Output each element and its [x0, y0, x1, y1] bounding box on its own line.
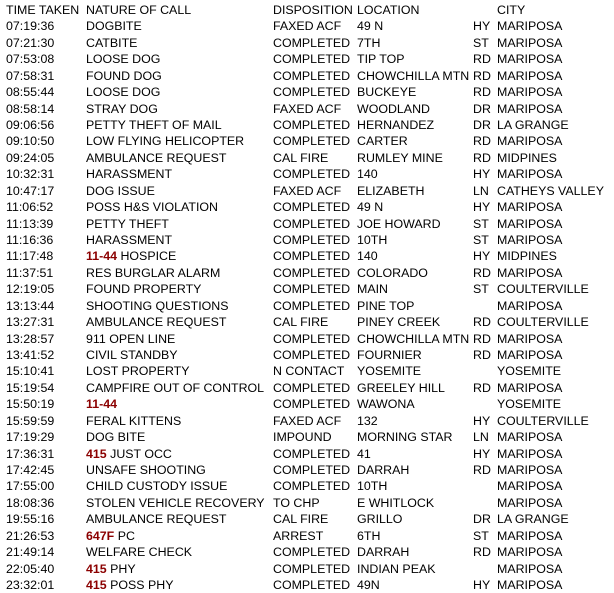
- cell-city: MARIPOSA: [497, 479, 563, 494]
- cell-time: 07:19:36: [6, 19, 55, 34]
- cell-location: 10TH: [357, 232, 388, 247]
- header-city: CITY: [497, 3, 526, 17]
- cell-nature: [86, 561, 136, 577]
- call-code: 647F: [86, 528, 115, 543]
- cell-street-suffix: ST: [473, 282, 489, 297]
- call-nature: CAMPFIRE OUT OF CONTROL: [86, 380, 265, 395]
- table-row: [0, 35, 614, 51]
- cell-city: MARIPOSA: [497, 528, 563, 543]
- cell-city: LA GRANGE: [497, 512, 569, 527]
- table-row: [0, 199, 614, 215]
- call-nature: AMBULANCE REQUEST: [86, 150, 227, 165]
- cell-time: 10:32:31: [6, 167, 55, 182]
- cell-location: 10TH: [357, 479, 388, 494]
- cell-nature: [86, 413, 181, 429]
- call-nature: DOGBITE: [86, 19, 142, 34]
- cell-city: MARIPOSA: [497, 68, 563, 83]
- cell-location: CHOWCHILLA MTN: [357, 68, 470, 83]
- cell-city: MARIPOSA: [497, 298, 563, 313]
- cell-street-suffix: HY: [473, 167, 491, 182]
- cell-time: 17:36:31: [6, 446, 55, 461]
- header-time: TIME TAKEN: [6, 3, 80, 17]
- cell-city: MARIPOSA: [497, 463, 563, 477]
- table-row: [0, 429, 614, 445]
- cell-disposition: FAXED ACF: [273, 101, 342, 116]
- cell-nature: [86, 68, 162, 84]
- table-row: [0, 331, 614, 347]
- cell-location: COLORADO: [357, 265, 428, 280]
- cell-location: BUCKEYE: [357, 85, 417, 100]
- cell-street-suffix: ST: [473, 528, 489, 543]
- cell-street-suffix: RD: [473, 150, 491, 165]
- cell-time: 15:10:41: [6, 364, 55, 379]
- cell-disposition: COMPLETED: [273, 68, 351, 83]
- cell-disposition: COMPLETED: [273, 52, 351, 67]
- call-nature: STRAY DOG: [86, 101, 158, 116]
- cell-street-suffix: RD: [473, 315, 491, 330]
- cell-street-suffix: DR: [473, 101, 491, 116]
- cell-street-suffix: HY: [473, 578, 491, 593]
- cell-location: JOE HOWARD: [357, 216, 441, 231]
- cell-disposition: FAXED ACF: [273, 19, 342, 34]
- cell-city: MARIPOSA: [497, 561, 563, 576]
- cell-nature: [86, 528, 135, 544]
- cell-street-suffix: RD: [473, 265, 491, 280]
- cell-disposition: FAXED ACF: [273, 183, 342, 198]
- cell-nature: [86, 133, 244, 149]
- cell-disposition: COMPLETED: [273, 561, 351, 576]
- cell-disposition: COMPLETED: [273, 167, 351, 182]
- cell-nature: [86, 462, 206, 478]
- cell-time: 08:55:44: [6, 85, 55, 100]
- cell-time: 13:27:31: [6, 315, 55, 330]
- cell-location: 49 N: [357, 200, 384, 215]
- cell-city: YOSEMITE: [497, 397, 562, 412]
- table-row: [0, 577, 614, 593]
- cell-city: MARIPOSA: [497, 545, 563, 560]
- cell-nature: [86, 281, 201, 297]
- cell-nature: [86, 314, 226, 330]
- cell-city: COULTERVILLE: [497, 413, 589, 428]
- cell-location: 49 N: [357, 19, 384, 34]
- cell-time: 07:21:30: [6, 35, 55, 50]
- call-code: 415: [86, 578, 107, 593]
- cell-street-suffix: ST: [473, 216, 489, 231]
- cell-location: CARTER: [357, 134, 408, 149]
- table-row: [0, 363, 614, 379]
- cell-location: CHOWCHILLA MTN: [357, 331, 470, 346]
- call-nature: PETTY THEFT OF MAIL: [86, 117, 222, 132]
- cell-disposition: COMPLETED: [273, 331, 351, 346]
- call-nature: STOLEN VEHICLE RECOVERY: [86, 495, 265, 510]
- table-row: [0, 150, 614, 166]
- call-nature: CIVIL STANDBY: [86, 348, 178, 362]
- cell-time: 11:37:51: [6, 265, 54, 280]
- table-row: [0, 495, 614, 511]
- cell-nature: [86, 150, 226, 166]
- call-nature: FERAL KITTENS: [86, 413, 182, 428]
- cell-time: 13:13:44: [6, 298, 55, 313]
- cell-city: MIDPINES: [497, 249, 557, 264]
- call-nature: FOUND PROPERTY: [86, 282, 202, 297]
- cell-street-suffix: RD: [473, 348, 491, 362]
- cell-location: DARRAH: [357, 463, 410, 477]
- cell-disposition: COMPLETED: [273, 249, 351, 264]
- table-row: [0, 68, 614, 84]
- cell-time: 21:26:53: [6, 528, 55, 543]
- cell-time: 08:58:14: [6, 101, 55, 116]
- cell-disposition: COMPLETED: [273, 348, 351, 362]
- cell-city: COULTERVILLE: [497, 282, 589, 297]
- cell-nature: [86, 18, 142, 34]
- cell-disposition: COMPLETED: [273, 463, 351, 477]
- table-row: [0, 544, 614, 560]
- table-row: [0, 183, 614, 199]
- table-row: [0, 298, 614, 314]
- cell-disposition: TO CHP: [273, 495, 320, 510]
- cell-disposition: COMPLETED: [273, 282, 351, 297]
- cell-disposition: COMPLETED: [273, 545, 351, 560]
- cell-city: MARIPOSA: [497, 578, 563, 593]
- cell-location: 7TH: [357, 35, 381, 50]
- cell-disposition: COMPLETED: [273, 380, 351, 395]
- cell-location: 140: [357, 167, 378, 182]
- cell-street-suffix: RD: [473, 545, 491, 560]
- header-location: LOCATION: [357, 3, 420, 17]
- cell-nature: [86, 199, 218, 215]
- cell-nature: [86, 265, 220, 281]
- cell-city: MARIPOSA: [497, 167, 563, 182]
- cell-time: 07:53:08: [6, 52, 55, 67]
- cell-time: 09:06:56: [6, 117, 55, 132]
- call-log-header: [0, 2, 614, 18]
- cell-disposition: CAL FIRE: [273, 315, 329, 330]
- call-nature: CHILD CUSTODY ISSUE: [86, 479, 228, 494]
- cell-street-suffix: HY: [473, 413, 491, 428]
- call-nature: AMBULANCE REQUEST: [86, 512, 227, 527]
- cell-location: TIP TOP: [357, 52, 405, 67]
- call-nature: LOW FLYING HELICOPTER: [86, 134, 245, 149]
- table-row: [0, 101, 614, 117]
- cell-street-suffix: RD: [473, 134, 491, 149]
- cell-street-suffix: ST: [473, 35, 489, 50]
- table-row: [0, 117, 614, 133]
- cell-location: PINEY CREEK: [357, 315, 441, 330]
- call-nature: PHY: [110, 561, 136, 576]
- call-nature: SHOOTING QUESTIONS: [86, 298, 229, 313]
- cell-nature: [86, 183, 155, 199]
- table-row: [0, 478, 614, 494]
- cell-city: YOSEMITE: [497, 364, 562, 379]
- cell-street-suffix: HY: [473, 446, 491, 461]
- table-row: [0, 347, 614, 363]
- cell-street-suffix: RD: [473, 68, 491, 83]
- cell-disposition: COMPLETED: [273, 232, 351, 247]
- cell-nature: [86, 232, 172, 248]
- cell-location: RUMLEY MINE: [357, 150, 443, 165]
- call-nature: CATBITE: [86, 35, 138, 50]
- cell-street-suffix: RD: [473, 380, 491, 395]
- cell-time: 09:10:50: [6, 134, 55, 149]
- cell-city: MARIPOSA: [497, 101, 563, 116]
- cell-disposition: CAL FIRE: [273, 150, 329, 165]
- call-nature: LOOSE DOG: [86, 52, 161, 67]
- cell-nature: [86, 101, 158, 117]
- cell-location: 41: [357, 446, 371, 461]
- cell-street-suffix: RD: [473, 463, 491, 477]
- table-row: [0, 561, 614, 577]
- cell-city: MARIPOSA: [497, 85, 563, 100]
- cell-location: ELIZABETH: [357, 183, 425, 198]
- cell-city: MIDPINES: [497, 150, 557, 165]
- call-code: 11-44: [86, 397, 118, 412]
- call-nature: DOG ISSUE: [86, 183, 155, 198]
- call-nature: HARASSMENT: [86, 167, 173, 182]
- cell-location: GREELEY HILL: [357, 380, 445, 395]
- cell-disposition: COMPLETED: [273, 298, 351, 313]
- call-nature: PETTY THEFT: [86, 216, 169, 231]
- cell-nature: [86, 380, 264, 396]
- cell-location: E WHITLOCK: [357, 495, 435, 510]
- table-row: [0, 380, 614, 396]
- cell-city: MARIPOSA: [497, 19, 563, 34]
- cell-nature: [86, 35, 137, 51]
- cell-street-suffix: LN: [473, 430, 489, 445]
- table-row: [0, 216, 614, 232]
- cell-time: 15:19:54: [6, 380, 55, 395]
- cell-disposition: COMPLETED: [273, 85, 351, 100]
- cell-city: MARIPOSA: [497, 216, 563, 231]
- cell-disposition: COMPLETED: [273, 35, 351, 50]
- call-nature: AMBULANCE REQUEST: [86, 315, 227, 330]
- cell-time: 11:06:52: [6, 200, 54, 215]
- call-nature: UNSAFE SHOOTING: [86, 463, 206, 477]
- header-nature: NATURE OF CALL: [86, 3, 192, 17]
- call-nature: FOUND DOG: [86, 68, 162, 83]
- cell-street-suffix: DR: [473, 117, 491, 132]
- cell-disposition: COMPLETED: [273, 479, 351, 494]
- cell-street-suffix: HY: [473, 19, 491, 34]
- call-nature: LOST PROPERTY: [86, 364, 190, 379]
- cell-street-suffix: HY: [473, 200, 491, 215]
- table-row: [0, 396, 614, 412]
- call-nature: POSS PHY: [110, 578, 174, 593]
- table-row: [0, 18, 614, 34]
- cell-street-suffix: RD: [473, 85, 491, 100]
- table-row: [0, 314, 614, 330]
- cell-time: 11:13:39: [6, 216, 54, 231]
- cell-location: 49N: [357, 578, 380, 593]
- cell-city: MARIPOSA: [497, 200, 563, 215]
- table-row: [0, 133, 614, 149]
- cell-city: MARIPOSA: [497, 495, 563, 510]
- cell-nature: [86, 248, 176, 264]
- table-row: [0, 511, 614, 527]
- cell-time: 19:55:16: [6, 512, 55, 527]
- cell-time: 13:28:57: [6, 331, 55, 346]
- cell-city: MARIPOSA: [497, 35, 563, 50]
- cell-street-suffix: DR: [473, 512, 491, 527]
- cell-nature: [86, 51, 160, 67]
- table-row: [0, 528, 614, 544]
- cell-nature: [86, 363, 190, 379]
- cell-time: 15:59:59: [6, 413, 55, 428]
- cell-street-suffix: RD: [473, 52, 491, 67]
- cell-disposition: COMPLETED: [273, 200, 351, 215]
- cell-location: WAWONA: [357, 397, 415, 412]
- table-row: [0, 232, 614, 248]
- cell-city: MARIPOSA: [497, 446, 563, 461]
- call-nature: RES BURGLAR ALARM: [86, 265, 221, 280]
- cell-disposition: COMPLETED: [273, 397, 351, 412]
- cell-location: GRILLO: [357, 512, 403, 527]
- cell-disposition: ARREST: [273, 528, 324, 543]
- cell-disposition: N CONTACT: [273, 364, 345, 379]
- table-row: [0, 166, 614, 182]
- cell-city: MARIPOSA: [497, 430, 563, 445]
- call-nature: DOG BITE: [86, 430, 146, 445]
- cell-nature: [86, 478, 227, 494]
- call-code: 415: [86, 561, 107, 576]
- table-row: [0, 51, 614, 67]
- cell-street-suffix: HY: [473, 249, 491, 264]
- cell-nature: [86, 511, 226, 527]
- cell-city: MARIPOSA: [497, 232, 563, 247]
- cell-location: 140: [357, 249, 378, 264]
- cell-nature: [86, 216, 169, 232]
- cell-disposition: COMPLETED: [273, 117, 351, 132]
- cell-disposition: CAL FIRE: [273, 512, 329, 527]
- cell-nature: [86, 577, 174, 593]
- cell-time: 23:32:01: [6, 578, 55, 593]
- cell-city: MARIPOSA: [497, 348, 563, 362]
- cell-city: MARIPOSA: [497, 265, 563, 280]
- cell-location: PINE TOP: [357, 298, 415, 313]
- cell-time: 13:41:52: [6, 348, 55, 362]
- cell-disposition: FAXED ACF: [273, 413, 342, 428]
- cell-time: 11:17:48: [6, 249, 54, 264]
- call-nature: POSS H&S VIOLATION: [86, 200, 218, 215]
- table-row: [0, 413, 614, 429]
- cell-disposition: COMPLETED: [273, 216, 351, 231]
- header-disposition: DISPOSITION: [273, 3, 353, 17]
- cell-location: FOURNIER: [357, 348, 422, 362]
- cell-location: MAIN: [357, 282, 388, 297]
- cell-time: 07:58:31: [6, 68, 55, 83]
- cell-disposition: COMPLETED: [273, 446, 351, 461]
- cell-nature: [86, 166, 172, 182]
- cell-city: COULTERVILLE: [497, 315, 589, 330]
- cell-location: MORNING STAR: [357, 430, 453, 445]
- cell-location: YOSEMITE: [357, 364, 422, 379]
- cell-time: 17:42:45: [6, 463, 55, 477]
- cell-nature: [86, 84, 160, 100]
- cell-nature: [86, 298, 229, 314]
- cell-city: MARIPOSA: [497, 331, 563, 346]
- cell-time: 17:19:29: [6, 430, 55, 445]
- cell-street-suffix: ST: [473, 232, 489, 247]
- call-nature: HARASSMENT: [86, 232, 173, 247]
- cell-nature: [86, 544, 192, 560]
- cell-location: 6TH: [357, 528, 381, 543]
- cell-nature: [86, 446, 172, 462]
- cell-street-suffix: RD: [473, 331, 491, 346]
- cell-nature: [86, 347, 178, 363]
- cell-nature: [86, 331, 175, 347]
- table-row: [0, 265, 614, 281]
- call-code: 415: [86, 446, 107, 461]
- cell-disposition: COMPLETED: [273, 134, 351, 149]
- call-nature: WELFARE CHECK: [86, 545, 193, 560]
- cell-location: HERNANDEZ: [357, 117, 435, 132]
- cell-time: 12:19:05: [6, 282, 55, 297]
- cell-city: MARIPOSA: [497, 380, 563, 395]
- cell-city: CATHEYS VALLEY: [497, 183, 604, 198]
- call-nature: PC: [117, 528, 135, 543]
- cell-disposition: COMPLETED: [273, 578, 351, 593]
- table-row: [0, 281, 614, 297]
- table-row: [0, 446, 614, 462]
- cell-disposition: COMPLETED: [273, 265, 351, 280]
- cell-city: MARIPOSA: [497, 52, 563, 67]
- cell-location: DARRAH: [357, 545, 410, 560]
- call-code: 11-44: [86, 249, 118, 264]
- cell-nature: [86, 429, 145, 445]
- cell-time: 22:05:40: [6, 561, 55, 576]
- call-nature: JUST OCC: [110, 446, 172, 461]
- table-row: [0, 462, 614, 478]
- cell-location: WOODLAND: [357, 101, 430, 116]
- cell-nature: [86, 117, 222, 133]
- cell-nature: [86, 396, 117, 412]
- cell-time: 21:49:14: [6, 545, 55, 560]
- cell-nature: [86, 495, 265, 511]
- cell-time: 15:50:19: [6, 397, 55, 412]
- cell-location: 132: [357, 413, 378, 428]
- table-row: [0, 248, 614, 264]
- cell-city: MARIPOSA: [497, 134, 563, 149]
- cell-street-suffix: LN: [473, 183, 489, 198]
- cell-location: INDIAN PEAK: [357, 561, 436, 576]
- cell-time: 18:08:36: [6, 495, 55, 510]
- call-nature: LOOSE DOG: [86, 85, 161, 100]
- table-row: [0, 84, 614, 100]
- cell-disposition: IMPOUND: [273, 430, 332, 445]
- cell-city: LA GRANGE: [497, 117, 569, 132]
- cell-time: 10:47:17: [6, 183, 55, 198]
- call-nature: HOSPICE: [120, 249, 177, 264]
- cell-time: 09:24:05: [6, 150, 55, 165]
- cell-time: 11:16:36: [6, 232, 54, 247]
- cell-time: 17:55:00: [6, 479, 55, 494]
- call-nature: 911 OPEN LINE: [86, 331, 176, 346]
